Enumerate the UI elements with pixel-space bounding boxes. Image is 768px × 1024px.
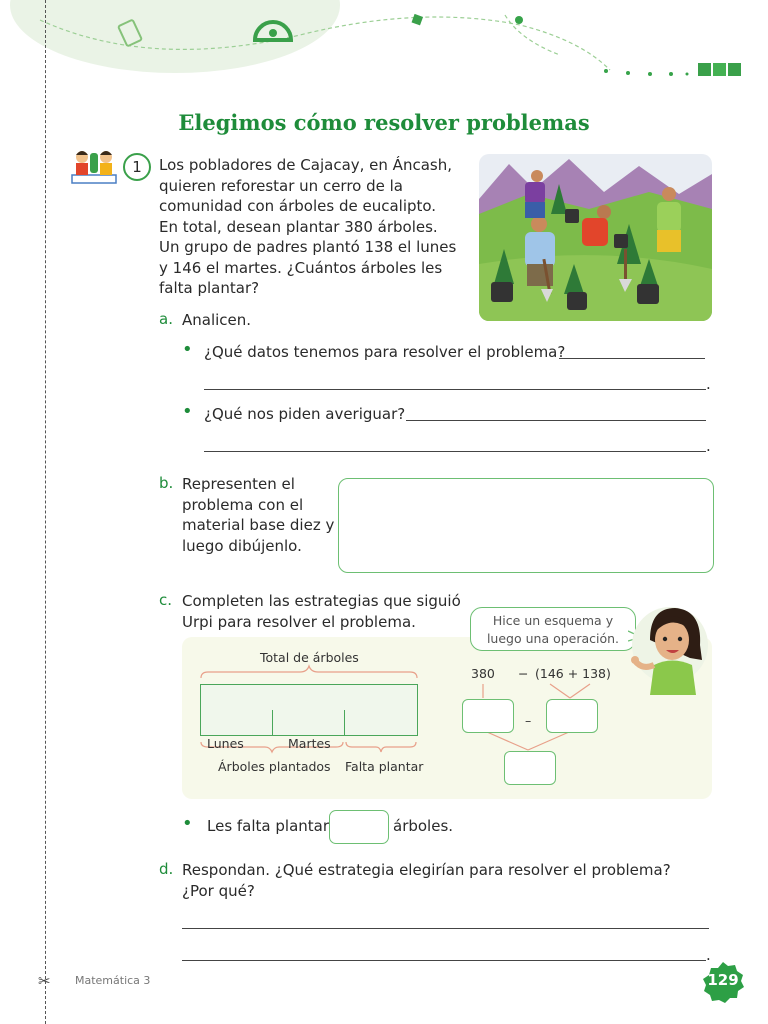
part-b-post: . — [297, 536, 302, 555]
answer-line-q2b[interactable] — [204, 451, 706, 452]
part-c-text — [182, 591, 472, 632]
line-end-dot: . — [706, 375, 711, 393]
op-expression: (146 + 138) — [535, 666, 611, 681]
part-d-text — [182, 860, 702, 901]
bullet-icon: • — [182, 339, 193, 360]
answer-line-d1[interactable] — [182, 928, 709, 929]
part-a-letter: a. — [159, 310, 173, 328]
urpi-character-image — [628, 600, 712, 695]
page-number: 129 — [707, 971, 739, 989]
answer-prefix: Les falta plantar — [207, 817, 330, 835]
plantados-label: Árboles plantados — [218, 759, 331, 774]
bullet-icon: • — [182, 813, 193, 834]
answer-line-q2a[interactable] — [406, 420, 706, 421]
total-bar — [200, 684, 418, 712]
problem-number: 1 — [123, 153, 151, 181]
question-ask: ¿Qué nos piden averiguar? — [204, 405, 406, 423]
part-b-line1 — [182, 474, 337, 495]
part-a-label: Analicen — [182, 311, 247, 329]
bullet-icon: • — [182, 401, 193, 422]
part-b-text1: el — [276, 475, 295, 493]
line-end-dot: . — [706, 437, 711, 455]
total-label: Total de árboles — [260, 650, 359, 665]
part-b-bold2: dibújenlo — [228, 536, 298, 555]
speech-bubble — [470, 607, 636, 651]
part-d-text1: . ¿Qué estrategia elegirían para resolver el problema? — [265, 861, 671, 879]
part-b-line3: material base diez y — [182, 516, 335, 534]
problem-line: y 146 el martes. ¿Cuántos árboles les — [159, 258, 443, 277]
problem-line: quieren reforestar un cerro de la — [159, 176, 403, 195]
top-bracket — [200, 664, 418, 680]
part-d-line2: ¿Por qué? — [182, 881, 255, 900]
parts-bar — [200, 710, 418, 736]
answer-suffix: árboles. — [393, 817, 454, 835]
part-c-bold: Completen — [182, 592, 264, 610]
page-title: Elegimos cómo resolver problemas — [178, 110, 590, 135]
part-a-heading — [182, 310, 251, 331]
question-data: ¿Qué datos tenemos para resolver el problema? — [204, 343, 566, 361]
problem-line: comunidad con árboles de eucalipto. — [159, 197, 437, 215]
op-number-380: 380 — [471, 666, 495, 681]
drawing-area[interactable] — [338, 478, 714, 573]
part-c-letter: c. — [159, 591, 173, 609]
answer-line-q1a[interactable] — [559, 358, 705, 359]
op-minus-2: – — [525, 713, 532, 728]
op-minus: − — [518, 666, 529, 681]
falta-label: Falta plantar — [345, 759, 424, 774]
scissors-icon: ✂ — [38, 972, 51, 990]
part-d-bold: Respondan — [182, 861, 266, 879]
book-name: Matemática 3 — [75, 974, 151, 987]
part-d-letter: d. — [159, 860, 174, 878]
line-end-dot: . — [706, 946, 711, 964]
answer-line-q1b[interactable] — [204, 389, 706, 390]
part-c-line2: Urpi para resolver el problema. — [182, 612, 416, 631]
op-box-subtrahend[interactable] — [546, 699, 598, 733]
part-b-line2: problema con el — [182, 495, 304, 514]
martes-label: Martes — [288, 736, 331, 751]
problem-statement — [159, 155, 469, 299]
part-b-pre: luego — [182, 536, 229, 555]
bar-divider — [344, 710, 345, 736]
problem-line: Los pobladores de Cajacay, en Áncash, — [159, 156, 452, 174]
speech-line: Hice un esquema y — [492, 613, 614, 628]
op-box-result[interactable] — [504, 751, 556, 785]
op-box-minuend[interactable] — [462, 699, 514, 733]
part-b-letter: b. — [159, 474, 174, 492]
part-c-text1: las estrategias que siguió — [263, 592, 461, 610]
lunes-label: Lunes — [207, 736, 244, 751]
answer-line-d2[interactable] — [182, 960, 706, 961]
group-work-icon — [68, 145, 120, 187]
tree-planting-illustration — [479, 154, 712, 321]
header-decoration — [0, 0, 768, 90]
part-b-line4 — [182, 536, 337, 557]
part-b-bold: Representen — [182, 475, 277, 493]
bar-divider — [272, 710, 273, 736]
part-d-line1 — [182, 860, 702, 881]
speech-line: luego una operación. — [486, 631, 620, 646]
problem-line: En total, desean plantar 380 árboles. — [159, 217, 438, 236]
answer-box[interactable] — [329, 810, 389, 844]
part-a-suffix: . — [246, 311, 252, 329]
part-c-line1 — [182, 591, 472, 612]
problem-line: falta plantar? — [159, 279, 260, 297]
problem-line: Un grupo de padres plantó 138 el lunes — [159, 238, 457, 256]
cut-line — [45, 0, 46, 1024]
part-b-text — [182, 474, 337, 556]
